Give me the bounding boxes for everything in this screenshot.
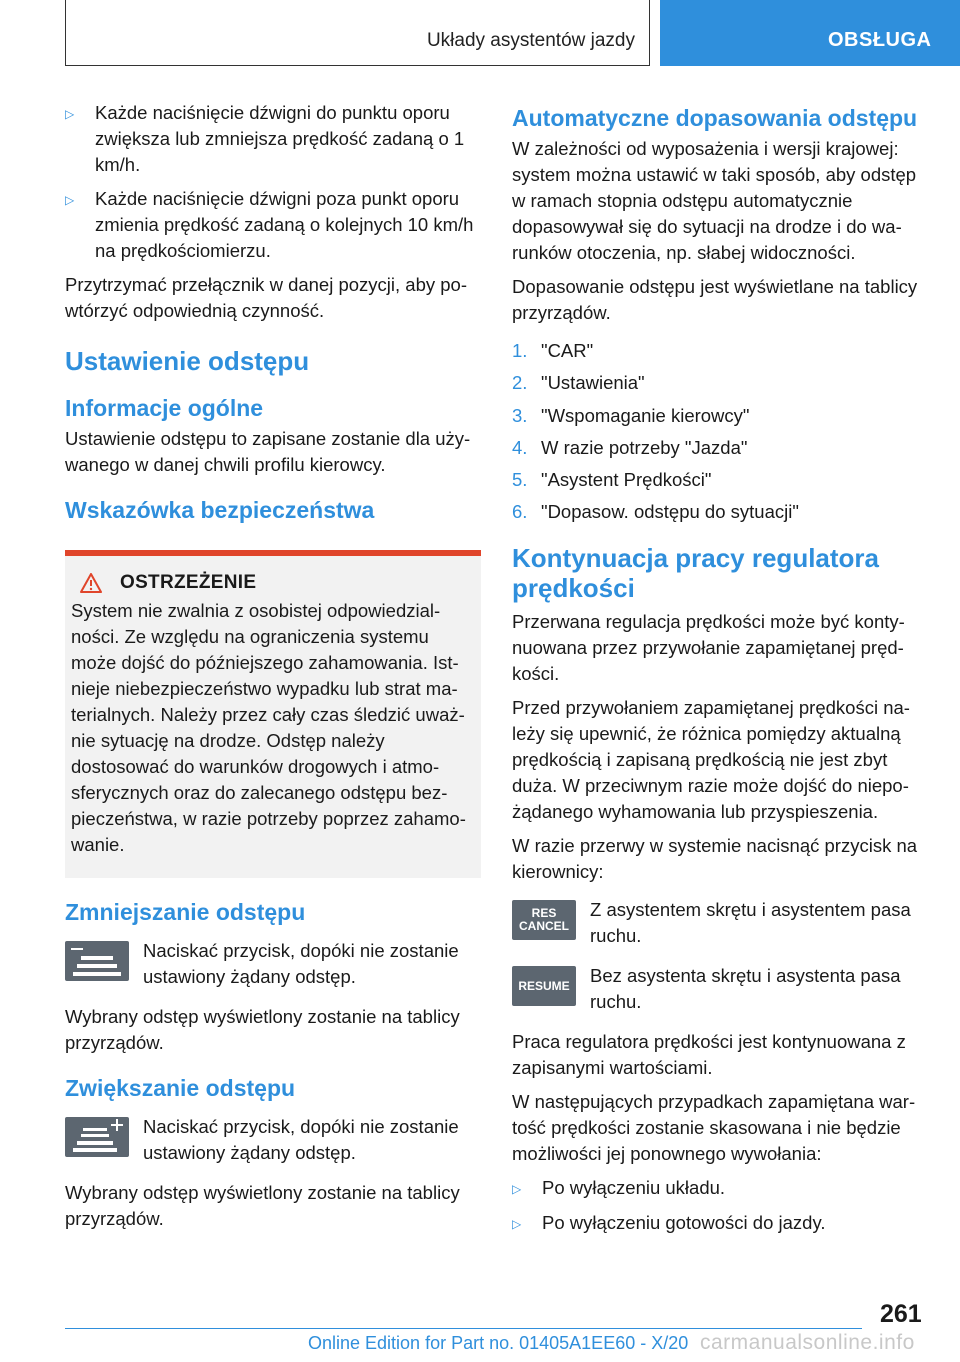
left-column [65,100,481,1240]
paragraph: Dopasowanie odstępu jest wyświetlane na tablicy przyrządów. [512,276,918,323]
paragraph: Wybrany odstęp wyświetlony zostanie na tablicy przyrządów. [65,1006,460,1053]
increase-instruction-row [65,1114,481,1166]
chapter-title: OBSŁUGA [828,29,932,51]
section-title: Układy asystentów jazdy [426,30,635,51]
paragraph: Wybrany odstęp wyświetlony zostanie na tablicy przyrządów. [65,1182,460,1229]
paragraph: Naciskać przycisk, dopóki nie zostanie ustawiony żądany odstęp. [143,1116,459,1163]
paragraph: Przerwana regulacja prędkości może być kontynuowana przez przywołanie zapamiętanej prędkości. [512,611,905,685]
edition-info: Online Edition for Part no. 01405A1EE60 - X/20 [308,1333,689,1353]
resume-row [512,963,927,1015]
paragraph: Bez asystenta skrętu i asystenta pasa ruchu. [590,965,901,1013]
list-item: 2. "Ustawienia" [512,372,645,394]
paragraph: Przed przywołaniem zapamiętanej prędkości należy się upewnić, że różnica pomiędzy aktualną prędkością i zapisaną prędkością nie jest zbyt duża. W przeciwnym razie może dojść do niepożądanego wyhamowania lub przyspieszenia. [512,697,910,823]
heading-auto-adjust: Automatyczne dopasowania odstępu [512,105,918,131]
paragraph: W zależności od wyposażenia i wersji krajowej: system można ustawić w taki sposób, aby odstęp w ramach stopnia odstępu automatycznie dopasowywał się do sytuacji na drodze i do warunków otoczenia, np. słabej widoczności. [512,138,917,263]
heading-safety-note: Wskazówka bezpieczeństwa [65,497,375,523]
warning-triangle-icon [80,573,102,593]
res-cancel-button-icon: RES CANCEL [512,900,576,940]
list-item: 6. "Dopasow. odstępu do sytuacji" [512,501,799,523]
list-item: ▷ Po wyłączeniu układu. [512,1175,927,1202]
triangle-bullet-icon: ▷ [512,1182,522,1197]
paragraph: Naciskać przycisk, dopóki nie zostanie ustawiony żądany odstęp. [143,940,459,987]
list-item: ▷ Po wyłączeniu gotowości do jazdy. [512,1210,927,1237]
warning-box [65,550,481,878]
paragraph: W razie przerwy w systemie nacisnąć przycisk na kierownicy: [512,835,918,883]
triangle-bullet-icon: ▷ [65,193,75,207]
list-item: ▷ Każde naciśnięcie dźwigni poza punkt oporu zmienia prędkość zadaną o kolejnych 10 km/h na prędkościomierzu. [65,186,481,264]
resume-button-icon: RESUME [512,966,576,1006]
heading-distance-setting: Ustawienie odstępu [65,346,310,376]
paragraph: W następujących przypadkach zapamiętana wartość prędkości zostanie skasowana i nie będzie możliwości jej ponownego wywołania: [512,1091,916,1165]
paragraph: Z asystentem skrętu i asystentem pasa ruchu. [590,899,911,947]
list-item: 3. "Wspomaganie kierowcy" [512,404,750,426]
right-column [512,100,927,1245]
increase-distance-button-icon [65,1117,129,1157]
warning-header [71,572,473,594]
page-number: 261 [880,1300,922,1328]
heading-decrease-distance: Zmniejszanie odstępu [65,899,306,925]
triangle-bullet-icon: ▷ [512,1217,522,1232]
page-header [0,0,960,66]
list-item: ▷ Każde naciśnięcie dźwigni do punktu oporu zwiększa lub zmniejsza prędkość zadaną o 1 km/h. [65,100,481,178]
paragraph: Ustawienie odstępu to zapisane zostanie dla używanego w danej chwili profilu kierowcy. [65,428,471,475]
numbered-steps [512,338,927,525]
decrease-instruction-row [65,938,481,990]
watermark: carmanualsonline.info [700,1331,915,1354]
list-item: 5. "Asystent Prędkości" [512,469,712,491]
decrease-distance-button-icon [65,941,129,981]
paragraph: Przytrzymać przełącznik w danej pozycji, aby powtórzyć odpowiednią czynność. [65,274,468,321]
footer-divider [65,1328,862,1329]
heading-continue-cruise: Kontynuacja pracy regulatora prędkości [512,543,879,604]
heading-increase-distance: Zwiększanie odstępu [65,1075,296,1101]
section-title-box [65,0,650,66]
chapter-tab [660,0,960,66]
triangle-bullet-icon: ▷ [65,107,75,121]
list-item: 4. W razie potrzeby "Jazda" [512,436,748,458]
warning-text: System nie zwalnia z osobistej odpowiedzialności. Ze względu na ograniczenia systemu może dojść do późniejszego zahamowania. Istnieje niebezpieczeństwo wypadku lub strat materialnych. Należy przez cały czas śledzić uważnie sytuację na drodze. Odstęp należy dostosować do warunków drogowych i atmosferycznych oraz do zalecanego odstępu bezpieczeństwa, w razie potrzeby poprzez zahamowanie. [71,600,466,855]
paragraph: Praca regulatora prędkości jest kontynuowana z zapisanymi wartościami. [512,1031,906,1079]
warning-title: OSTRZEŻENIE [120,572,257,593]
res-cancel-row [512,897,927,949]
heading-general-info: Informacje ogólne [65,395,264,421]
list-item: 1. "CAR" [512,340,594,361]
